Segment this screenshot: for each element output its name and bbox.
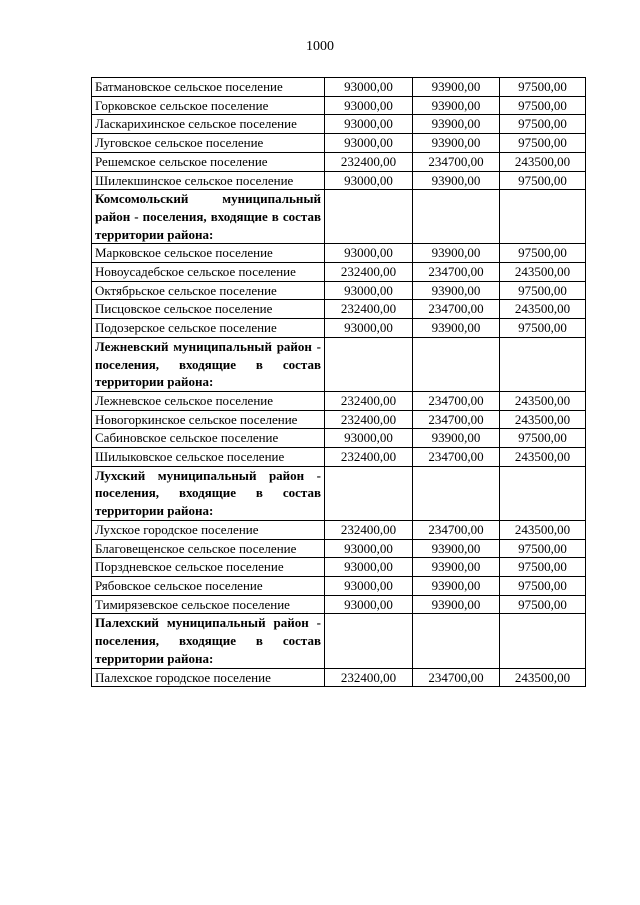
district-header-cell: Комсомольский муниципальный район - поселения, входящие в состав территории района: xyxy=(92,190,325,244)
table-row xyxy=(92,281,586,300)
amount-cell-3: 97500,00 xyxy=(500,244,586,263)
amount-cell-2: 234700,00 xyxy=(413,300,500,319)
table-row xyxy=(92,448,586,467)
amount-cell-2: 234700,00 xyxy=(413,668,500,687)
amount-cell-3: 243500,00 xyxy=(500,391,586,410)
table-row xyxy=(92,539,586,558)
amount-cell-2: 93900,00 xyxy=(413,429,500,448)
amount-cell-3: 97500,00 xyxy=(500,429,586,448)
amount-cell-3: 97500,00 xyxy=(500,134,586,153)
settlement-name-cell: Порздневское сельское поселение xyxy=(92,558,325,577)
amount-cell-3: 243500,00 xyxy=(500,410,586,429)
table-row xyxy=(92,319,586,338)
amount-cell-1: 93000,00 xyxy=(325,96,413,115)
amount-cell-1: 93000,00 xyxy=(325,576,413,595)
empty-cell xyxy=(325,614,413,668)
amount-cell-2: 93900,00 xyxy=(413,576,500,595)
settlement-name-cell: Батмановское сельское поселение xyxy=(92,78,325,97)
table-row xyxy=(92,263,586,282)
amount-cell-3: 97500,00 xyxy=(500,539,586,558)
empty-cell xyxy=(413,614,500,668)
amount-cell-3: 243500,00 xyxy=(500,300,586,319)
district-header-row xyxy=(92,466,586,520)
amount-cell-1: 232400,00 xyxy=(325,391,413,410)
district-header-cell: Лухский муниципальный район - поселения, входящие в состав территории района: xyxy=(92,466,325,520)
settlement-name-cell: Ласкарихинское сельское поселение xyxy=(92,115,325,134)
settlement-name-cell: Марковское сельское поселение xyxy=(92,244,325,263)
settlement-name-cell: Палехское городское поселение xyxy=(92,668,325,687)
table-row xyxy=(92,410,586,429)
district-header-cell: Палехский муниципальный район - поселения, входящие в состав территории района: xyxy=(92,614,325,668)
settlement-name-cell: Тимирязевское сельское поселение xyxy=(92,595,325,614)
table-row xyxy=(92,78,586,97)
district-header-row xyxy=(92,614,586,668)
amount-cell-2: 234700,00 xyxy=(413,410,500,429)
settlement-name-cell: Рябовское сельское поселение xyxy=(92,576,325,595)
empty-cell xyxy=(413,466,500,520)
amount-cell-1: 232400,00 xyxy=(325,263,413,282)
table-body xyxy=(92,78,586,687)
settlement-name-cell: Писцовское сельское поселение xyxy=(92,300,325,319)
table-row xyxy=(92,558,586,577)
amount-cell-1: 93000,00 xyxy=(325,319,413,338)
empty-cell xyxy=(325,337,413,391)
amount-cell-2: 93900,00 xyxy=(413,244,500,263)
empty-cell xyxy=(325,190,413,244)
settlement-name-cell: Новоусадебское сельское поселение xyxy=(92,263,325,282)
district-header-row xyxy=(92,190,586,244)
table-row xyxy=(92,152,586,171)
amount-cell-2: 234700,00 xyxy=(413,152,500,171)
amount-cell-1: 93000,00 xyxy=(325,78,413,97)
table-row xyxy=(92,96,586,115)
settlement-name-cell: Подозерское сельское поселение xyxy=(92,319,325,338)
amount-cell-2: 93900,00 xyxy=(413,539,500,558)
amount-cell-3: 97500,00 xyxy=(500,558,586,577)
amount-cell-3: 97500,00 xyxy=(500,78,586,97)
amount-cell-1: 93000,00 xyxy=(325,539,413,558)
amount-cell-1: 232400,00 xyxy=(325,152,413,171)
settlement-name-cell: Благовещенское сельское поселение xyxy=(92,539,325,558)
amount-cell-2: 93900,00 xyxy=(413,115,500,134)
settlement-name-cell: Лухское городское поселение xyxy=(92,520,325,539)
table-row xyxy=(92,576,586,595)
amount-cell-3: 97500,00 xyxy=(500,96,586,115)
empty-cell xyxy=(325,466,413,520)
amount-cell-3: 97500,00 xyxy=(500,576,586,595)
amount-cell-1: 232400,00 xyxy=(325,520,413,539)
amount-cell-1: 93000,00 xyxy=(325,281,413,300)
empty-cell xyxy=(413,190,500,244)
amount-cell-1: 93000,00 xyxy=(325,595,413,614)
table-row xyxy=(92,668,586,687)
allocation-table xyxy=(91,77,586,687)
table-row xyxy=(92,134,586,153)
settlement-name-cell: Сабиновское сельское поселение xyxy=(92,429,325,448)
settlement-name-cell: Луговское сельское поселение xyxy=(92,134,325,153)
amount-cell-2: 93900,00 xyxy=(413,595,500,614)
table-row xyxy=(92,520,586,539)
amount-cell-2: 93900,00 xyxy=(413,134,500,153)
amount-cell-3: 97500,00 xyxy=(500,319,586,338)
amount-cell-1: 232400,00 xyxy=(325,300,413,319)
settlement-name-cell: Шилыковское сельское поселение xyxy=(92,448,325,467)
amount-cell-3: 243500,00 xyxy=(500,668,586,687)
district-header-cell: Лежневский муниципальный район - поселения, входящие в состав территории района: xyxy=(92,337,325,391)
amount-cell-3: 97500,00 xyxy=(500,281,586,300)
amount-cell-2: 93900,00 xyxy=(413,319,500,338)
amount-cell-1: 93000,00 xyxy=(325,171,413,190)
settlement-name-cell: Шилекшинское сельское поселение xyxy=(92,171,325,190)
empty-cell xyxy=(413,337,500,391)
amount-cell-2: 234700,00 xyxy=(413,520,500,539)
amount-cell-2: 93900,00 xyxy=(413,558,500,577)
amount-cell-2: 93900,00 xyxy=(413,96,500,115)
amount-cell-3: 97500,00 xyxy=(500,171,586,190)
amount-cell-1: 232400,00 xyxy=(325,448,413,467)
amount-cell-2: 93900,00 xyxy=(413,78,500,97)
amount-cell-2: 93900,00 xyxy=(413,281,500,300)
amount-cell-3: 243500,00 xyxy=(500,448,586,467)
amount-cell-1: 232400,00 xyxy=(325,668,413,687)
amount-cell-1: 232400,00 xyxy=(325,410,413,429)
amount-cell-3: 97500,00 xyxy=(500,115,586,134)
empty-cell xyxy=(500,337,586,391)
amount-cell-3: 243500,00 xyxy=(500,152,586,171)
amount-cell-2: 234700,00 xyxy=(413,391,500,410)
settlement-name-cell: Октябрьское сельское поселение xyxy=(92,281,325,300)
page-number: 1000 xyxy=(306,39,334,54)
district-header-row xyxy=(92,337,586,391)
amount-cell-2: 234700,00 xyxy=(413,448,500,467)
amount-cell-1: 93000,00 xyxy=(325,244,413,263)
table-row xyxy=(92,171,586,190)
amount-cell-1: 93000,00 xyxy=(325,429,413,448)
empty-cell xyxy=(500,614,586,668)
table-row xyxy=(92,595,586,614)
table-row xyxy=(92,391,586,410)
amount-cell-3: 97500,00 xyxy=(500,595,586,614)
settlement-name-cell: Новогоркинское сельское поселение xyxy=(92,410,325,429)
amount-cell-2: 93900,00 xyxy=(413,171,500,190)
table-row xyxy=(92,429,586,448)
amount-cell-2: 234700,00 xyxy=(413,263,500,282)
table-row xyxy=(92,244,586,263)
amount-cell-1: 93000,00 xyxy=(325,115,413,134)
amount-cell-3: 243500,00 xyxy=(500,520,586,539)
empty-cell xyxy=(500,190,586,244)
amount-cell-1: 93000,00 xyxy=(325,134,413,153)
amount-cell-1: 93000,00 xyxy=(325,558,413,577)
empty-cell xyxy=(500,466,586,520)
settlement-name-cell: Лежневское сельское поселение xyxy=(92,391,325,410)
amount-cell-3: 243500,00 xyxy=(500,263,586,282)
settlement-name-cell: Решемское сельское поселение xyxy=(92,152,325,171)
table-row xyxy=(92,300,586,319)
settlement-name-cell: Горковское сельское поселение xyxy=(92,96,325,115)
table-row xyxy=(92,115,586,134)
